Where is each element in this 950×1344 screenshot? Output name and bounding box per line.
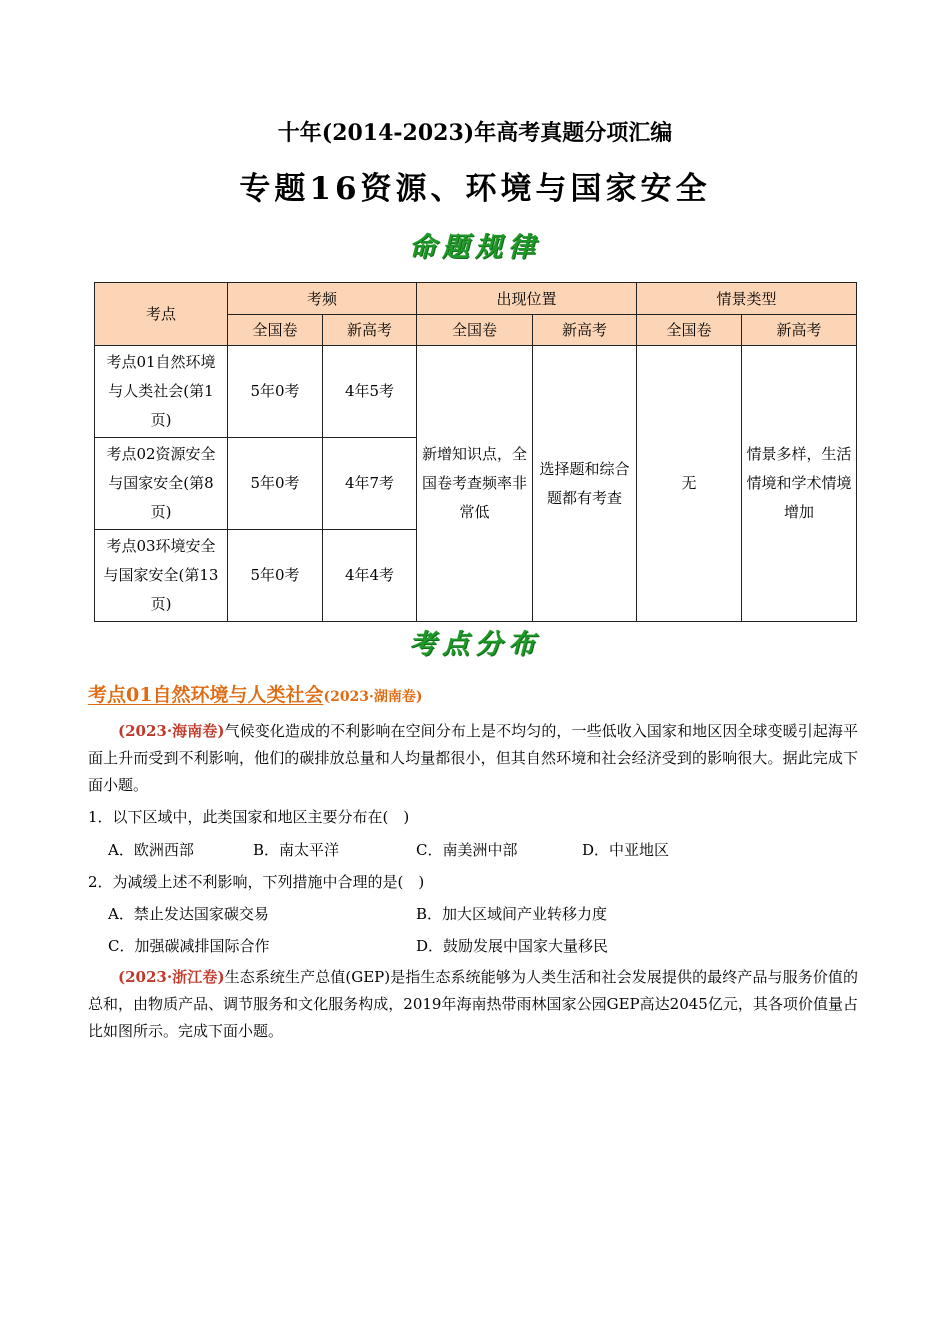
table-cell-freq-new: 4年7考 [323, 438, 417, 530]
header-kaodian: 考点 [95, 283, 228, 346]
table-cell-position-national: 新增知识点，全国卷考查频率非常低 [417, 346, 533, 622]
header-scenario: 情景类型 [637, 283, 857, 315]
passage-2-text: 生态系统生产总值(GEP)是指生态系统能够为人类生活和社会发展提供的最终产品与服务价值的总和，由物质产品、调节服务和文化服务构成，2019年海南热带雨林国家公园GEP高达2045亿元，其各项价值量占比如图所示。完成下面小题。 [88, 968, 859, 1040]
question-2-option-b[interactable]: B．加大区域间产业转移力度 [416, 905, 608, 923]
passage-1 [88, 718, 858, 799]
table-cell-position-new: 选择题和综合题都有考查 [533, 346, 637, 622]
header-frequency: 考频 [228, 283, 417, 315]
subheader-national: 全国卷 [417, 315, 533, 346]
table-cell-scenario-national: 无 [637, 346, 742, 622]
table-cell-point: 考点02资源安全与国家安全(第8页) [95, 438, 228, 530]
summary-table [94, 282, 857, 622]
table-cell-freq-national: 5年0考 [228, 346, 323, 438]
table-cell-point: 考点03环境安全与国家安全(第13页) [95, 530, 228, 622]
question-2-option-c[interactable]: C．加强碳减排国际合作 [108, 937, 270, 955]
table-cell-scenario-new: 情景多样，生活情境和学术情境增加 [742, 346, 857, 622]
passage-1-source-tag: (2023·海南卷) [118, 722, 225, 740]
series-title: 十年(2014-2023)年高考真题分项汇编 [277, 120, 673, 146]
passage-1-text: 气候变化造成的不利影响在空间分布上是不均匀的，一些低收入国家和地区因全球变暖引起海平面上升而受到不利影响，他们的碳排放总量和人均量都很小，但其自然环境和社会经济受到的影响很大。据此完成下面小题。 [88, 722, 858, 794]
table-cell-freq-national: 5年0考 [228, 438, 323, 530]
section-title: 考点01自然环境与人类社会 [88, 684, 324, 706]
topic-title: 专题16资源、环境与国家安全 [239, 171, 711, 207]
passage-2 [88, 964, 858, 1045]
table-cell-freq-national: 5年0考 [228, 530, 323, 622]
question-1-option-b[interactable]: B．南太平洋 [253, 841, 340, 859]
question-1-option-d[interactable]: D．中亚地区 [582, 841, 670, 859]
question-2-option-d[interactable]: D．鼓励发展中国家大量移民 [416, 937, 609, 955]
subheader-national: 全国卷 [228, 315, 323, 346]
subheader-new: 新高考 [742, 315, 857, 346]
section-source: (2023·湖南卷) [323, 689, 423, 705]
question-1-stem: 1．以下区域中，此类国家和地区主要分布在( ) [88, 808, 410, 826]
subheader-new: 新高考 [323, 315, 417, 346]
question-2-option-a[interactable]: A．禁止发达国家碳交易 [108, 905, 269, 923]
table-cell-freq-new: 4年5考 [323, 346, 417, 438]
table-cell-freq-new: 4年4考 [323, 530, 417, 622]
passage-2-source-tag: (2023·浙江卷) [118, 968, 225, 986]
question-2-stem: 2．为减缓上述不利影响，下列措施中合理的是( ) [88, 873, 425, 891]
section-heading [88, 680, 423, 707]
rule-heading: 命题规律 [409, 232, 541, 263]
subheader-new: 新高考 [533, 315, 637, 346]
question-1-option-a[interactable]: A．欧洲西部 [108, 841, 194, 859]
subheader-national: 全国卷 [637, 315, 742, 346]
header-position: 出现位置 [417, 283, 637, 315]
table-cell-point: 考点01自然环境与人类社会(第1页) [95, 346, 228, 438]
question-1-option-c[interactable]: C．南美洲中部 [416, 841, 518, 859]
distribution-heading: 考点分布 [409, 629, 541, 660]
